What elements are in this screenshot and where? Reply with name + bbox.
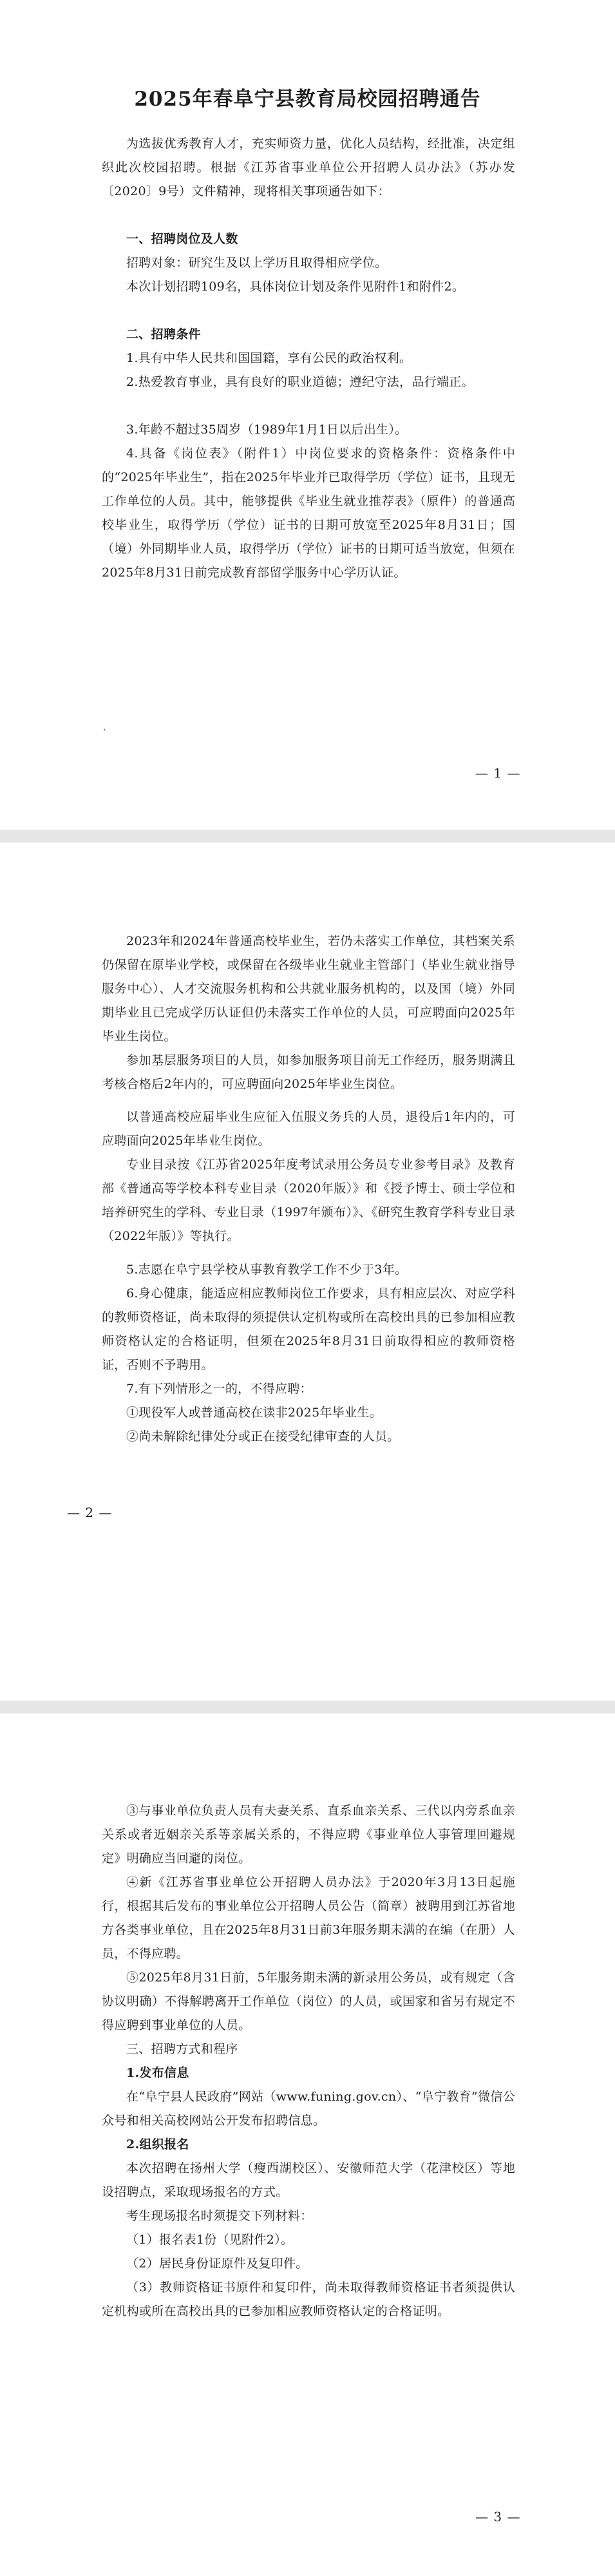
disqualify-item-4: ④新《江苏省事业单位公开招聘人员办法》于2020年3月13日起施行，根据其后发布的事业单位公开招聘人员公告（简章）被聘用到江苏省地方各类事业单位，且在2025年8月31日前3年服务期未满的在编（在册）人员，不得应聘。	[102, 1875, 515, 1961]
condition-2: 2.热爱教育事业，具有良好的职业道德；遵纪守法，品行端正。	[126, 375, 474, 389]
condition-6: 6.身心健康，能适应相应教师岗位工作要求，具有相应层次、对应学科的教师资格证，尚未取得的须提供认定机构或所在高校出具的已参加相应教师资格认定的合格证明，但须在2025年8月31日前取得相应的教师资格证，否则不予聘用。	[102, 1286, 515, 1372]
paragraph-veterans: 以普通高校应届毕业生应征入伍服义务兵的人员，退役后1年内的，可应聘面向2025年毕业生岗位。	[102, 1110, 515, 1148]
condition-3: 3.年龄不超过35周岁（1989年1月1日以后出生）。	[126, 423, 408, 437]
paragraph-grassroots-service: 参加基层服务项目的人员，如参加服务项目前无工作经历，服务期满且考核合格后2年内的，可应聘面向2025年毕业生岗位。	[102, 1053, 515, 1091]
condition-5: 5.志愿在阜宁县学校从事教育教学工作不少于3年。	[126, 1263, 408, 1277]
material-item-3: （3）教师资格证书原件和复印件，尚未取得教师资格证书者须提供认定机构或所在高校出具的已参加相应教师资格认定的合格证明。	[102, 2280, 515, 2318]
publish-info-text: 在“阜宁县人民政府”网站（www.funing.gov.cn）、“阜宁教育”微信公众号和相关高校网站公开发布招聘信息。	[102, 2090, 515, 2128]
document-page-1	[0, 0, 615, 830]
document-page-2	[0, 843, 615, 1701]
document-title: 2025年春阜宁县教育局校园招聘通告	[134, 88, 481, 111]
intro-paragraph: 为选拔优秀教育人才，充实师资力量，优化人员结构，经批准，决定组织此次校园招聘。根据《江苏省事业单位公开招聘人员办法》（苏办发〔2020〕9号）文件精神，现将相关事项通告如下：	[102, 137, 515, 198]
subheading-publish-info: 1.发布信息	[126, 2066, 189, 2080]
subheading-registration: 2.组织报名	[126, 2137, 189, 2151]
paragraph-major-catalog: 专业目录按《江苏省2025年度考试录用公务员专业参考目录》及教育部《普通高等学校本科专业目录（2020年版）》和《授予博士、硕士学位和培养研究生的学科、专业目录（1997年颁布）》、《研究生教育学科专业目录（2022年版）》等执行。	[102, 1158, 515, 1243]
paragraph-prior-graduates: 2023年和2024年普通高校毕业生，若仍未落实工作单位，其档案关系仍保留在原毕业学校，或保留在各级毕业生就业主管部门（毕业生就业指导服务中心）、人才交流服务机构和公共就业服务机构的，以及国（境）外同期毕业且已完成学历认证但仍未落实工作单位的人员，可应聘面向2025年毕业生岗位。	[102, 934, 515, 1044]
material-item-1: （1）报名表1份（见附件2）。	[126, 2233, 294, 2247]
materials-intro: 考生现场报名时须提交下列材料：	[126, 2209, 313, 2223]
recruitment-plan: 本次计划招聘109名，具体岗位计划及条件见附件1和附件2。	[126, 280, 465, 294]
condition-4: 4.具备《岗位表》（附件1）中岗位要求的资格条件：资格条件中的“2025年毕业生”，指在2025年毕业并已取得学历（学位）证书，且现无工作单位的人员。其中，能够提供《毕业生就业推荐表》（原件）的普通高校毕业生，取得学历（学位）证书的日期可放宽至2025年8月31日；国（境）外同期毕业人员，取得学历（学位）证书的日期可适当放宽，但须在2025年8月31日前完成教育部留学服务中心学历认证。	[102, 446, 515, 580]
page-number-1: — 1 —	[475, 765, 521, 781]
disqualify-item-3: ③与事业单位负责人员有夫妻关系、直系血亲关系、三代以内旁系血亲关系或者近姻亲关系等亲属关系的，不得应聘《事业单位人事管理回避规定》明确应当回避的岗位。	[102, 1804, 515, 1865]
margin-mark: ，	[103, 722, 112, 732]
disqualify-item-2: ②尚未解除纪律处分或正在接受纪律审查的人员。	[126, 1429, 400, 1444]
section-heading-positions: 一、招聘岗位及人数	[126, 232, 238, 246]
disqualify-item-1: ①现役军人或普通高校在读非2025年毕业生。	[126, 1406, 382, 1420]
condition-1: 1.具有中华人民共和国国籍，享有公民的政治权利。	[126, 351, 412, 365]
section-heading-procedure: 三、招聘方式和程序	[126, 2042, 238, 2056]
page-number-3: — 3 —	[475, 2509, 521, 2524]
document-page-3	[0, 1713, 615, 2576]
section-heading-conditions: 二、招聘条件	[126, 327, 201, 341]
page-number-2: — 2 —	[67, 1505, 113, 1520]
material-item-2: （2）居民身份证原件及复印件。	[126, 2256, 308, 2271]
condition-7: 7.有下列情形之一的，不得应聘：	[126, 1382, 312, 1396]
registration-text: 本次招聘在扬州大学（瘦西湖校区）、安徽师范大学（花津校区）等地设招聘点，采取现场报名的方式。	[102, 2161, 515, 2199]
disqualify-item-5: ⑤2025年8月31日前，5年服务期未满的新录用公务员，或有规定（含协议明确）不得解聘离开工作单位（岗位）的人员，或国家和省另有规定不得应聘到事业单位的人员。	[102, 1970, 515, 2032]
recruitment-target: 招聘对象：研究生及以上学历且取得相应学位。	[126, 256, 388, 270]
